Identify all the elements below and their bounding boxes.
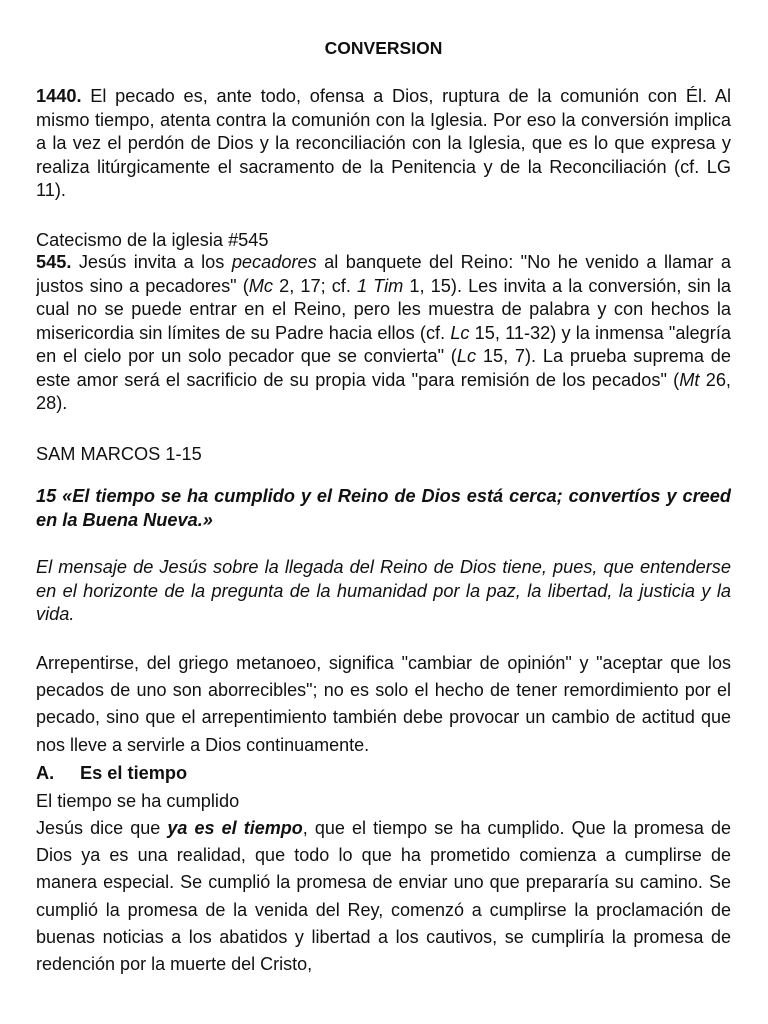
italic-run: Lc [456,346,477,366]
text-run: 1, 15). Les invita a la conversión, sin la cual no se puede entrar en el Reino, pero les muestra de palabra y con hechos la misericordia sin límites de su Padre hacia ellos (cf. [36,275,731,343]
italic-run: Mt [679,369,700,390]
italic-run: 1 Tim [356,275,404,296]
text-run: 2, 17; cf. [273,275,357,296]
paragraph-545 [36,251,731,416]
text-run: al banquete del Reino: "No he venido a llamar a justos sino a pecadores" ( [36,252,731,296]
final-paragraph [36,815,731,978]
section-letter: A. [36,763,55,783]
text-run: 26, 28). [36,369,731,413]
text-run: 15, 11-32) y la inmensa "alegría en el cielo por un solo pecador que se convierta" ( [36,322,731,366]
italic-run: Mc [248,275,274,296]
subheading: El tiempo se ha cumplido [36,791,240,811]
text-run: Jesús invita a los [71,252,232,272]
paragraph-number: 545. [36,252,72,272]
paragraph-number: 1440. [36,86,82,106]
verse-text: 15 «El tiempo se ha cumplido y el Reino de Dios está cerca; convertíos y creed en la Buena Nueva.» [36,486,731,530]
section-heading-a [36,761,187,785]
italic-run: pecadores [231,252,317,272]
text-run: , que el tiempo se ha cumplido. Que la promesa de Dios ya es una realidad, que todo lo que ha prometido comienza a cumplirse de manera especial. Se cumplió la promesa de enviar uno que prepararía su camino. Se cumplió la promesa de la venida del Rey, comenzó a cumplirse la proclamación de buenas noticias a los abatidos y libertad a los cautivos, se cumpliría la promesa de redención por la muerte del Cristo, [36,818,731,975]
document-page [36,0,731,1024]
section-title: Es el tiempo [80,763,188,783]
verse-quote [36,485,731,532]
paragraph-text: El pecado es, ante todo, ofensa a Dios, ruptura de la comunión con Él. Al mismo tiempo, atenta contra la comunión con la Iglesia. Por eso la conversión implica a la vez el perdón de Dios y la reconciliación con la Iglesia, que es lo que expresa y realiza litúrgicamente el sacramento de la Penitencia y de la Reconciliación (cf. LG 11). [36,86,731,200]
text-run: 15, 7). La prueba suprema de este amor será el sacrificio de su propia vida "para remisión de los pecados" ( [36,346,731,390]
paragraph-1440 [36,85,731,203]
message-paragraph [36,556,731,627]
repentance-paragraph: Arrepentirse, del griego metanoeo, significa "cambiar de opinión" y "aceptar que los pecados de uno son aborrecibles"; no es solo el hecho de tener remordimiento por el pecado, sino que el arrepentimiento también debe provocar un cambio de actitud que nos lleve a servirle a Dios continuamente. [36,653,731,755]
text-run: Jesús dice que [36,818,168,838]
message-text: El mensaje de Jesús sobre la llegada del Reino de Dios tiene, pues, que entenderse en el horizonte de la pregunta de la humanidad por la paz, la libertad, la justicia y la vida. [36,557,731,624]
gospel-reference: SAM MARCOS 1-15 [36,444,202,464]
catechism-reference: Catecismo de la iglesia #545 [36,230,269,250]
bold-italic-run: ya es el tiempo [167,818,303,838]
document-title: CONVERSION [324,38,443,58]
italic-run: Lc [450,322,470,343]
